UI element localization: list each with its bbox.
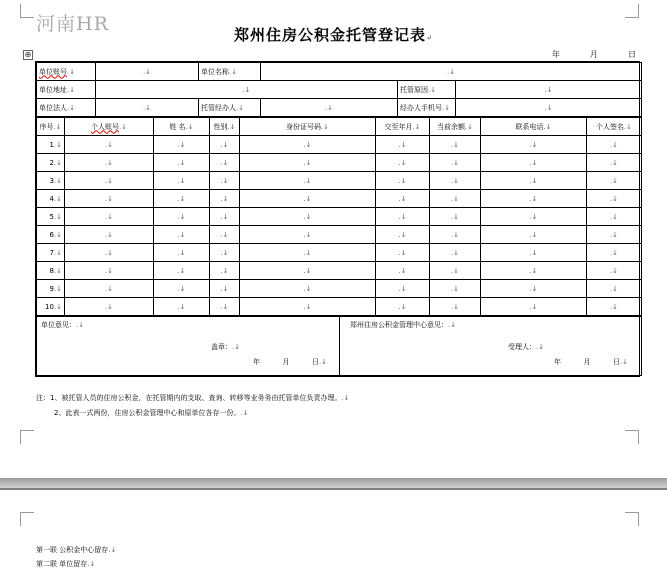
table-row: [37, 298, 642, 316]
crop-mark: [20, 430, 34, 431]
table-cell[interactable]: .↓: [210, 172, 240, 190]
row-number: 9.↓: [37, 280, 65, 298]
table-cell[interactable]: .↓: [210, 136, 240, 154]
unit-address-value[interactable]: .↓: [96, 81, 398, 99]
table-cell[interactable]: .↓: [65, 154, 154, 172]
row-number: 5.↓: [37, 208, 65, 226]
column-header: 联系电话.↓: [481, 118, 587, 136]
unit-opinion-label: 单位意见：: [41, 321, 76, 329]
column-header: 交至年月.↓: [376, 118, 430, 136]
date-year: 年: [551, 50, 561, 59]
unit-seal-label: 盖章：: [211, 343, 232, 351]
date-line: [552, 49, 637, 60]
crop-mark: [20, 4, 21, 18]
note-line-1: 注：1、被托管人员的住房公积金，在托管期内的支取、查询、转移等业务务由托管单位负责办理。: [36, 394, 342, 402]
table-cell[interactable]: .↓: [430, 154, 481, 172]
table-cell[interactable]: .↓: [65, 226, 154, 244]
info-table: [36, 62, 642, 117]
paragraph-mark: ↵: [426, 33, 433, 42]
crop-mark: [20, 17, 34, 18]
center-opinion-cell[interactable]: 郑州住房公积金管理中心意见：.↓ 受理人：.↓ 年 月 日.↓: [340, 317, 642, 376]
table-cell[interactable]: .↓: [430, 190, 481, 208]
table-cell[interactable]: .↓: [430, 244, 481, 262]
column-header: 个人账号.↓: [65, 118, 154, 136]
table-cell[interactable]: .↓: [376, 190, 430, 208]
unit-opinion-year: 年: [253, 358, 260, 366]
legal-person-label: 单位法人.↓: [37, 99, 96, 117]
watermark-text: 河南HR: [36, 13, 109, 35]
custody-reason-value[interactable]: .↓: [456, 81, 642, 99]
table-cell[interactable]: .↓: [376, 262, 430, 280]
row-number: 10.↓: [37, 298, 65, 316]
table-cell[interactable]: .↓: [240, 136, 376, 154]
copy-line-1: 第一联 公积金中心留存.↓: [36, 546, 117, 554]
column-header: 序号.↓: [37, 118, 65, 136]
table-cell[interactable]: .↓: [430, 208, 481, 226]
table-cell[interactable]: .↓: [376, 208, 430, 226]
table-cell[interactable]: .↓: [154, 298, 210, 316]
row-number: 6.↓: [37, 226, 65, 244]
table-cell[interactable]: .↓: [154, 262, 210, 280]
table-cell[interactable]: .↓: [240, 226, 376, 244]
unit-opinion-day: 日: [311, 358, 319, 366]
table-cell[interactable]: .↓: [587, 262, 642, 280]
row-number: 1.↓: [37, 136, 65, 154]
table-cell[interactable]: .↓: [481, 136, 587, 154]
table-cell[interactable]: .↓: [430, 298, 481, 316]
center-opinion-day: 日: [612, 358, 620, 366]
crop-mark: [20, 512, 34, 513]
page-title: [0, 24, 667, 45]
table-cell[interactable]: .↓: [65, 298, 154, 316]
table-row: [37, 172, 642, 190]
table-cell[interactable]: .↓: [65, 280, 154, 298]
table-cell[interactable]: .↓: [481, 262, 587, 280]
table-cell[interactable]: .↓: [376, 136, 430, 154]
opinion-row: [37, 317, 642, 376]
crop-mark: [20, 512, 21, 526]
date-day: 日: [628, 50, 637, 59]
table-cell[interactable]: .↓: [240, 244, 376, 262]
crop-mark: [20, 430, 21, 444]
table-cell[interactable]: .↓: [376, 280, 430, 298]
table-row: [37, 226, 642, 244]
column-header: 当前余额.↓: [430, 118, 481, 136]
table-cell[interactable]: .↓: [481, 208, 587, 226]
table-cell[interactable]: .↓: [210, 298, 240, 316]
unit-opinion-month: 月: [282, 358, 290, 366]
table-cell[interactable]: .↓: [481, 190, 587, 208]
table-cell[interactable]: .↓: [210, 262, 240, 280]
unit-name-label: 单位名称.↓: [199, 63, 261, 81]
table-cell[interactable]: .↓: [376, 172, 430, 190]
crop-mark: [638, 4, 639, 18]
table-row: [37, 244, 642, 262]
center-opinion-month: 月: [583, 358, 591, 366]
unit-address-label: 单位地址.↓: [37, 81, 96, 99]
table-cell[interactable]: .↓: [210, 208, 240, 226]
table-row: [37, 154, 642, 172]
info-row-2: [37, 81, 642, 99]
crop-mark: [638, 430, 639, 444]
table-cell[interactable]: .↓: [376, 298, 430, 316]
note-line-2: 2、此表一式两份，住房公积金管理中心和原单位各存一份。: [54, 409, 241, 417]
row-number: 4.↓: [37, 190, 65, 208]
receiver-label: 受理人：: [508, 343, 536, 351]
table-cell[interactable]: .↓: [587, 244, 642, 262]
crop-mark: [638, 512, 639, 526]
custody-reason-label: 托管原因.↓: [398, 81, 456, 99]
table-cell[interactable]: .↓: [587, 298, 642, 316]
row-number: 7.↓: [37, 244, 65, 262]
table-cell[interactable]: .↓: [481, 280, 587, 298]
table-cell[interactable]: .↓: [154, 244, 210, 262]
custody-agent-label: 托管经办人.↓: [199, 99, 261, 117]
table-cell[interactable]: .↓: [65, 208, 154, 226]
column-header: 姓 名.↓: [154, 118, 210, 136]
table-cell[interactable]: .↓: [65, 172, 154, 190]
crop-mark: [625, 512, 639, 513]
person-table: [36, 117, 642, 316]
table-cell[interactable]: .↓: [210, 280, 240, 298]
table-cell[interactable]: .↓: [481, 172, 587, 190]
table-cell[interactable]: .↓: [154, 190, 210, 208]
agent-phone-value[interactable]: .↓: [456, 99, 642, 117]
person-rows: [37, 136, 642, 316]
table-cell[interactable]: .↓: [481, 226, 587, 244]
table-cell[interactable]: .↓: [154, 226, 210, 244]
column-header: 个人签名.↓: [587, 118, 642, 136]
table-cell[interactable]: .↓: [65, 136, 154, 154]
table-cell[interactable]: .↓: [587, 154, 642, 172]
crop-mark: [625, 430, 639, 431]
table-cell[interactable]: .↓: [587, 136, 642, 154]
table-cell[interactable]: .↓: [240, 262, 376, 280]
unit-account-value[interactable]: .↓: [96, 63, 199, 81]
unit-account-label: 单位账号.↓: [37, 63, 96, 81]
column-header: 性别.↓: [210, 118, 240, 136]
table-cell[interactable]: .↓: [65, 262, 154, 280]
table-cell[interactable]: .↓: [240, 298, 376, 316]
table-cell[interactable]: .↓: [481, 154, 587, 172]
table-cell[interactable]: .↓: [430, 262, 481, 280]
table-cell[interactable]: .↓: [240, 172, 376, 190]
table-cell[interactable]: .↓: [210, 190, 240, 208]
table-cell[interactable]: .↓: [210, 154, 240, 172]
table-cell[interactable]: .↓: [587, 226, 642, 244]
table-cell[interactable]: .↓: [240, 208, 376, 226]
table-cell[interactable]: .↓: [376, 154, 430, 172]
row-number: 8.↓: [37, 262, 65, 280]
table-row: [37, 136, 642, 154]
row-number: 3.↓: [37, 172, 65, 190]
table-cell[interactable]: .↓: [481, 244, 587, 262]
document-page-2: [0, 490, 667, 587]
date-month: 月: [589, 50, 599, 59]
center-opinion-label: 郑州住房公积金管理中心意见：: [350, 321, 448, 329]
row-number: 2.↓: [37, 154, 65, 172]
table-cell[interactable]: .↓: [481, 298, 587, 316]
table-cell[interactable]: .↓: [240, 154, 376, 172]
unit-opinion-cell[interactable]: 单位意见：.↓ 盖章：.↓ 年 月 日.↓: [37, 317, 340, 376]
table-cell[interactable]: .↓: [154, 208, 210, 226]
table-row: [37, 280, 642, 298]
table-cell[interactable]: .↓: [240, 280, 376, 298]
table-cell[interactable]: .↓: [154, 280, 210, 298]
unit-name-value[interactable]: .↓: [261, 63, 642, 81]
opinion-table: [36, 316, 642, 376]
table-move-handle-icon[interactable]: ⊕: [24, 50, 32, 59]
table-cell[interactable]: .↓: [430, 172, 481, 190]
crop-mark: [625, 17, 639, 18]
table-cell[interactable]: .↓: [587, 280, 642, 298]
table-cell[interactable]: .↓: [587, 172, 642, 190]
copy-line-2: 第二联 单位留存.↓: [36, 560, 96, 568]
title-text: 郑州住房公积金托管登记表: [234, 26, 427, 44]
custody-agent-value[interactable]: .↓: [261, 99, 398, 117]
info-row-1: [37, 63, 642, 81]
table-cell[interactable]: .↓: [430, 136, 481, 154]
info-row-3: [37, 99, 642, 117]
table-cell[interactable]: .↓: [210, 244, 240, 262]
table-cell[interactable]: .↓: [240, 190, 376, 208]
table-header-row: [37, 118, 642, 136]
legal-person-value[interactable]: .↓: [96, 99, 199, 117]
table-cell[interactable]: .↓: [430, 280, 481, 298]
center-opinion-year: 年: [554, 358, 561, 366]
table-cell[interactable]: .↓: [65, 190, 154, 208]
table-row: [37, 262, 642, 280]
table-row: [37, 190, 642, 208]
table-cell[interactable]: .↓: [154, 136, 210, 154]
table-cell[interactable]: .↓: [587, 208, 642, 226]
table-cell[interactable]: .↓: [210, 226, 240, 244]
table-cell[interactable]: .↓: [376, 226, 430, 244]
table-cell[interactable]: .↓: [65, 244, 154, 262]
table-cell[interactable]: .↓: [154, 154, 210, 172]
notes-block: 注：1、被托管人员的住房公积金，在托管期内的支取、查询、转移等业务务由托管单位负责办理。.↓ 2、此表一式两份，住房公积金管理中心和原单位各存一份。.↓: [36, 394, 350, 417]
agent-phone-label: 经办人手机号.↓: [398, 99, 456, 117]
table-cell[interactable]: .↓: [430, 226, 481, 244]
table-cell[interactable]: .↓: [587, 190, 642, 208]
column-header: 身份证号码.↓: [240, 118, 376, 136]
table-row: [37, 208, 642, 226]
table-cell[interactable]: .↓: [154, 172, 210, 190]
registration-form-table: [35, 61, 640, 377]
table-cell[interactable]: .↓: [376, 244, 430, 262]
